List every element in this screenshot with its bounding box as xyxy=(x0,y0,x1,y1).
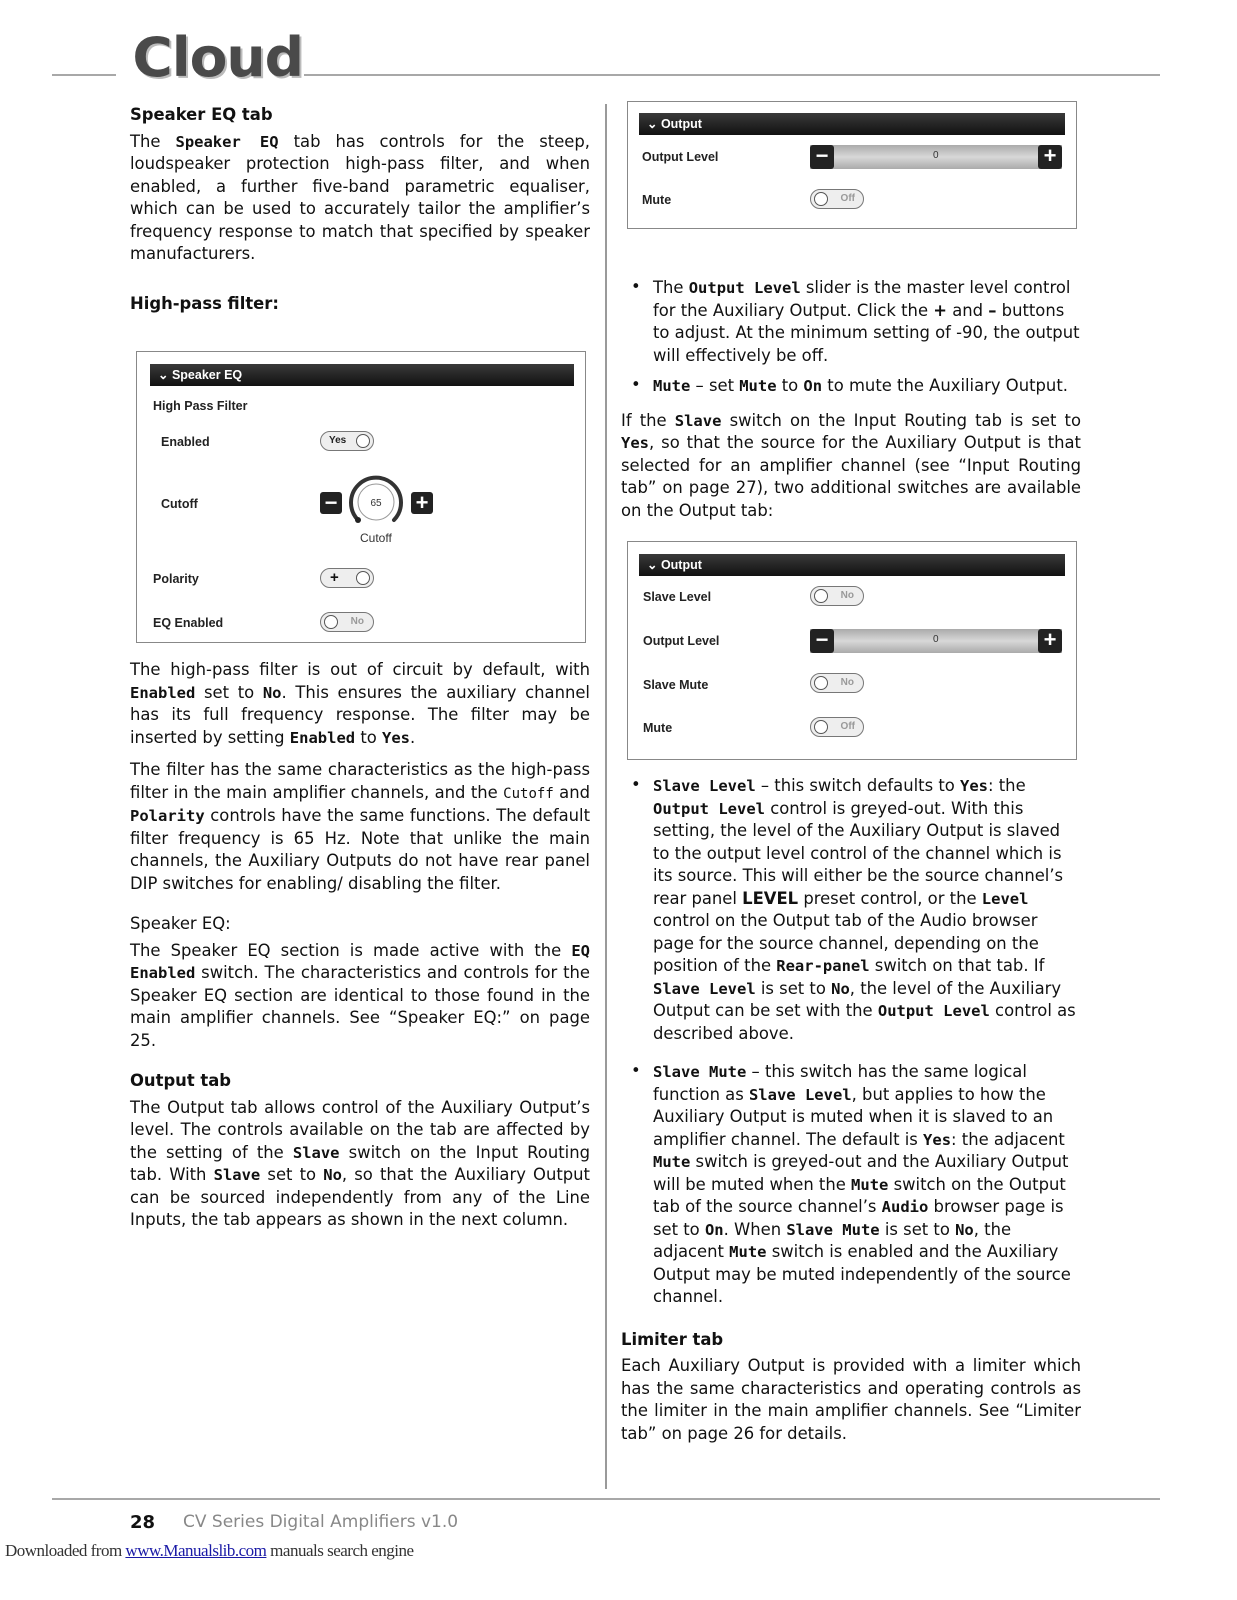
mute-toggle[interactable]: Off xyxy=(810,717,864,737)
cutoff-label: Cutoff xyxy=(161,497,198,511)
cutoff-plus-button[interactable]: + xyxy=(411,492,433,514)
limiter-tab-heading: Limiter tab xyxy=(621,1329,724,1349)
cutoff-knob[interactable] xyxy=(344,472,408,532)
output-level-slider[interactable] xyxy=(810,629,1062,653)
right-column-upper xyxy=(621,277,1081,532)
bullet-output-level: • The Output Level slider is the master level control for the Auxiliary Output. Click the + and – buttons to adjust. At the minimum setting of -90, the output will effectively be off. xyxy=(631,277,1080,365)
mute-label: Mute xyxy=(642,193,672,207)
slave-paragraph: If the Slave switch on the Input Routing tab is set to Yes, so that the source for the Auxiliary Output is that selected for an amplifier channel (see “Input Routing tab” on page 27), two additional switches are available on the Output tab: xyxy=(621,410,1081,520)
slave-level-toggle[interactable]: No xyxy=(810,586,864,606)
slave-level-label: Slave Level xyxy=(643,590,712,604)
speaker-eq-paragraph: The Speaker EQ section is made active with the EQ Enabled switch. The characteristics and controls for the Speaker EQ section are identical to those found in the main amplifier channels. See “Speaker EQ:” on page 25. xyxy=(130,940,590,1050)
header-rule-left xyxy=(52,74,116,76)
output-level-plus-button[interactable]: + xyxy=(1038,145,1062,169)
header-rule-right xyxy=(304,74,1160,76)
output-tab-paragraph: The Output tab allows control of the Auxiliary Output’s level. The controls available on the tab are affected by the setting of the Slave switch on the Input Routing tab. With Slave set to No, so that the Auxiliary Output can be sourced independently from any of the Line Inputs, the tab appears as shown in the next column. xyxy=(130,1097,590,1229)
output-level-value: 0 xyxy=(933,634,939,645)
mute-toggle[interactable]: Off xyxy=(810,189,864,209)
speaker-eq-heading: Speaker EQ tab xyxy=(130,105,273,124)
cloud-logo: Cloud xyxy=(132,26,304,89)
hpf-paragraph-1: The high-pass filter is out of circuit by default, with Enabled set to No. This ensures the auxiliary channel has its full frequency response. The filter may be inserted by setting Enabled to Yes. xyxy=(130,660,590,747)
limiter-paragraph: Each Auxiliary Output is provided with a limiter which has the same characteristics and operating controls as the limiter in the main amplifier channels. See “Limiter tab” on page 26 for details. xyxy=(621,1356,1081,1443)
output-panel-header[interactable]: ⌄ Output xyxy=(639,113,1065,135)
output-tab-heading: Output tab xyxy=(130,1071,232,1090)
document-title: CV Series Digital Amplifiers v1.0 xyxy=(183,1512,459,1532)
output-panel-basic xyxy=(627,101,1077,229)
bullet-mute: • Mute – set Mute to On to mute the Auxiliary Output. xyxy=(631,375,1068,395)
left-column xyxy=(130,104,590,276)
output-level-label: Output Level xyxy=(642,150,719,164)
manualslib-link[interactable]: www.Manualslib.com xyxy=(125,1541,267,1560)
right-column-lower xyxy=(621,775,1081,1455)
cutoff-value: 65 xyxy=(370,498,382,509)
footer-rule xyxy=(52,1498,1160,1500)
chevron-down-icon: ⌄ xyxy=(158,368,172,382)
cutoff-caption: Cutoff xyxy=(360,531,392,545)
eq-enabled-label: EQ Enabled xyxy=(153,616,224,630)
output-level-label: Output Level xyxy=(643,634,720,648)
page-number: 28 xyxy=(130,1512,156,1533)
output-panel-header[interactable]: ⌄ Output xyxy=(639,554,1065,576)
hpf-paragraph-2: The filter has the same characteristics as the high-pass filter in the main amplifier channels, and the Cutoff and Polarity controls have the same functions. The default filter frequency is 65 Hz. Note that unlike the main channels, the Auxiliary Outputs do not have rear panel DIP switches for enabling/ disabling the filter. xyxy=(130,760,590,893)
output-level-minus-button[interactable]: − xyxy=(810,145,834,169)
output-level-value: 0 xyxy=(933,150,939,161)
eq-enabled-toggle[interactable]: No xyxy=(320,612,374,632)
left-column-lower xyxy=(130,659,590,1242)
slave-mute-label: Slave Mute xyxy=(643,678,709,692)
hpf-section-label: High Pass Filter xyxy=(153,399,248,413)
speaker-eq-subheading: Speaker EQ: xyxy=(130,914,231,933)
slave-mute-toggle[interactable]: No xyxy=(810,673,864,693)
output-level-minus-button[interactable]: − xyxy=(810,629,834,653)
output-level-plus-button[interactable]: + xyxy=(1038,629,1062,653)
polarity-label: Polarity xyxy=(153,572,199,586)
speaker-eq-panel xyxy=(136,351,586,643)
polarity-toggle[interactable]: + xyxy=(320,568,374,588)
enabled-toggle[interactable]: Yes xyxy=(320,431,374,451)
speaker-eq-intro: The Speaker EQ tab has controls for the steep, loudspeaker protection high-pass filter, and when enabled, a further five-band parametric equaliser, which can be used to accurately tailor the amplifier’s frequency response to match that specified by speaker manufacturers. xyxy=(130,131,590,263)
bullet-slave-level: • Slave Level – this switch defaults to Yes: the Output Level control is greyed-out. With this setting, the level of the Auxiliary Output is slaved to the output level control of the channel which is its source. This will either be the source channel’s rear panel LEVEL preset control, or the Level control on the Output tab of the Audio browser page for the source channel, depending on the position of the Rear-panel switch on that tab. If Slave Level is set to No, the level of the Auxiliary Output can be set with the Output Level control as described above. xyxy=(631,775,1076,1043)
output-panel-slaved xyxy=(627,541,1077,760)
chevron-down-icon: ⌄ xyxy=(647,558,661,572)
mute-label: Mute xyxy=(643,721,673,735)
hpf-heading: High-pass filter: xyxy=(130,294,279,313)
speaker-eq-panel-header[interactable]: ⌄ Speaker EQ xyxy=(150,364,574,386)
hpf-heading-block xyxy=(130,293,590,320)
enabled-label: Enabled xyxy=(161,435,210,449)
chevron-down-icon: ⌄ xyxy=(647,117,661,131)
bullet-slave-mute: • Slave Mute – this switch has the same logical function as Slave Level, but applies to how the Auxiliary Output is muted when it is slaved to an amplifier channel. The default is Yes: the adjacent Mute switch is greyed-out and the Auxiliary Output will be muted when the Mute switch on the Output tab of the source channel’s Audio browser page is set to On. When Slave Mute is set to No, the adjacent Mute switch is enabled and the Auxiliary Output may be muted independently of the source channel. xyxy=(631,1061,1071,1306)
download-notice: Downloaded from www.Manualslib.com manuals search engine xyxy=(5,1541,414,1560)
cutoff-minus-button[interactable]: − xyxy=(320,492,342,514)
column-divider xyxy=(605,104,607,1489)
output-level-slider[interactable] xyxy=(810,145,1062,169)
